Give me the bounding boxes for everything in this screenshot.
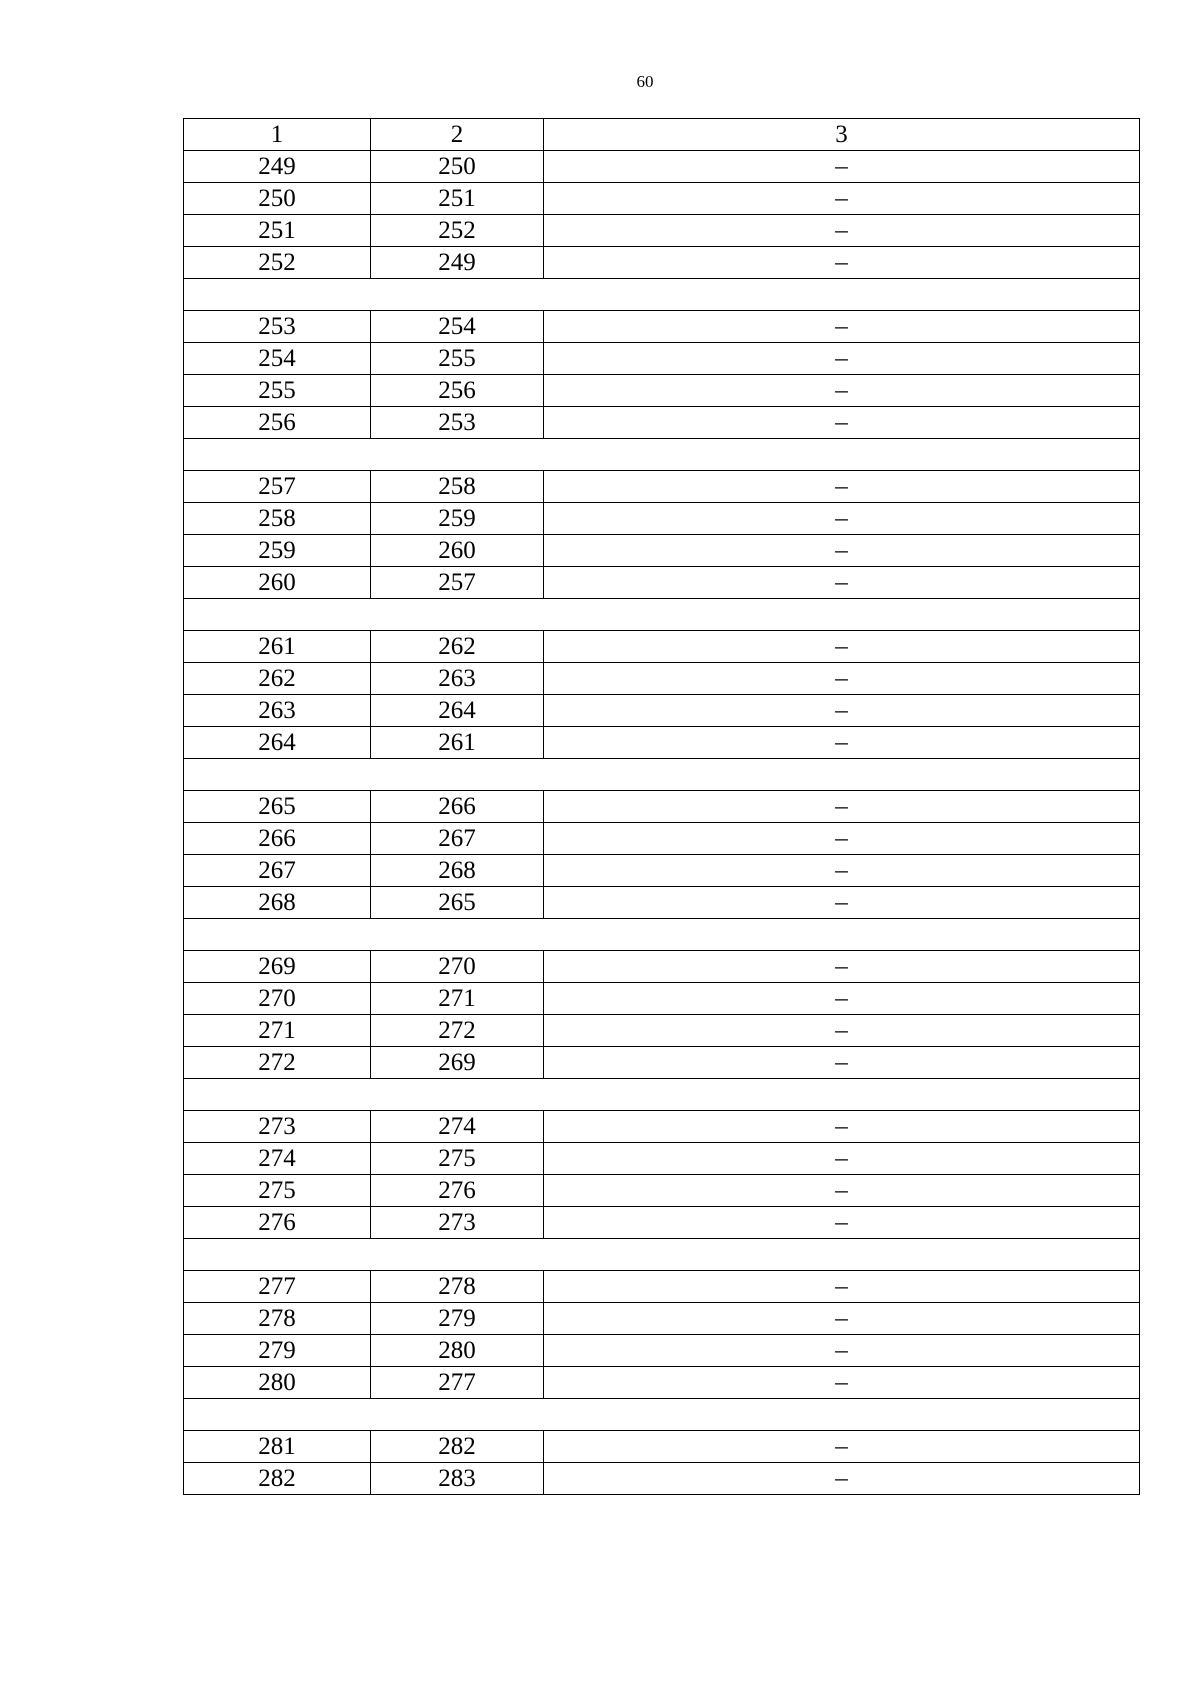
table-cell-col-3: – <box>544 1367 1140 1399</box>
group-separator-cell <box>184 1079 1140 1111</box>
table-cell-col-2: 254 <box>371 311 544 343</box>
table-cell-col-2: 263 <box>371 663 544 695</box>
table-cell-col-2: 274 <box>371 1111 544 1143</box>
table-cell-col-2: 275 <box>371 1143 544 1175</box>
table-cell-col-3: – <box>544 567 1140 599</box>
table-cell-col-3: – <box>544 855 1140 887</box>
header-cell-1: 1 <box>184 119 371 151</box>
table-row <box>184 1431 1140 1463</box>
table-row <box>184 663 1140 695</box>
group-separator-cell <box>184 919 1140 951</box>
table-cell-col-2: 269 <box>371 1047 544 1079</box>
table-cell-col-2: 261 <box>371 727 544 759</box>
table-cell-col-3: – <box>544 1047 1140 1079</box>
table-cell-col-2: 264 <box>371 695 544 727</box>
table-cell-col-1: 278 <box>184 1303 371 1335</box>
table-cell-col-3: – <box>544 1335 1140 1367</box>
table-cell-col-3: – <box>544 1431 1140 1463</box>
table-cell-col-2: 255 <box>371 343 544 375</box>
table-cell-col-1: 256 <box>184 407 371 439</box>
table-cell-col-2: 283 <box>371 1463 544 1495</box>
table-row <box>184 1175 1140 1207</box>
group-separator-cell <box>184 759 1140 791</box>
table-cell-col-2: 282 <box>371 1431 544 1463</box>
header-cell-2: 2 <box>371 119 544 151</box>
table-cell-col-3: – <box>544 151 1140 183</box>
table-cell-col-1: 281 <box>184 1431 371 1463</box>
table-cell-col-2: 277 <box>371 1367 544 1399</box>
table-row <box>184 183 1140 215</box>
group-separator-row <box>184 759 1140 791</box>
table-row <box>184 855 1140 887</box>
table-cell-col-2: 262 <box>371 631 544 663</box>
table-cell-col-3: – <box>544 311 1140 343</box>
table-cell-col-1: 257 <box>184 471 371 503</box>
table-cell-col-3: – <box>544 247 1140 279</box>
table-cell-col-3: – <box>544 631 1140 663</box>
table-cell-col-3: – <box>544 695 1140 727</box>
group-separator-row <box>184 599 1140 631</box>
table-cell-col-2: 266 <box>371 791 544 823</box>
group-separator-cell <box>184 1239 1140 1271</box>
table-row <box>184 983 1140 1015</box>
table-row <box>184 375 1140 407</box>
table-cell-col-2: 280 <box>371 1335 544 1367</box>
table-cell-col-2: 259 <box>371 503 544 535</box>
table-row <box>184 1463 1140 1495</box>
table-cell-col-1: 282 <box>184 1463 371 1495</box>
table-cell-col-1: 260 <box>184 567 371 599</box>
table-row <box>184 791 1140 823</box>
table-cell-col-3: – <box>544 471 1140 503</box>
table-cell-col-2: 252 <box>371 215 544 247</box>
table-row <box>184 1015 1140 1047</box>
table-header-row <box>184 119 1140 151</box>
table-cell-col-2: 271 <box>371 983 544 1015</box>
table-cell-col-2: 253 <box>371 407 544 439</box>
group-separator-row <box>184 439 1140 471</box>
table-cell-col-2: 265 <box>371 887 544 919</box>
table-cell-col-2: 258 <box>371 471 544 503</box>
table-cell-col-3: – <box>544 951 1140 983</box>
table-cell-col-2: 251 <box>371 183 544 215</box>
table-cell-col-3: – <box>544 1143 1140 1175</box>
table-cell-col-1: 277 <box>184 1271 371 1303</box>
table-cell-col-1: 279 <box>184 1335 371 1367</box>
table-cell-col-2: 276 <box>371 1175 544 1207</box>
table-cell-col-3: – <box>544 983 1140 1015</box>
table-row <box>184 567 1140 599</box>
table-cell-col-3: – <box>544 535 1140 567</box>
table-cell-col-1: 252 <box>184 247 371 279</box>
table-cell-col-3: – <box>544 887 1140 919</box>
table-row <box>184 471 1140 503</box>
table-cell-col-1: 276 <box>184 1207 371 1239</box>
table-cell-col-3: – <box>544 375 1140 407</box>
table-cell-col-2: 279 <box>371 1303 544 1335</box>
table-cell-col-1: 250 <box>184 183 371 215</box>
table-cell-col-3: – <box>544 215 1140 247</box>
table-row <box>184 215 1140 247</box>
table-cell-col-3: – <box>544 1207 1140 1239</box>
table-cell-col-1: 270 <box>184 983 371 1015</box>
table-row <box>184 343 1140 375</box>
table-cell-col-3: – <box>544 1303 1140 1335</box>
table-cell-col-2: 267 <box>371 823 544 855</box>
group-separator-cell <box>184 439 1140 471</box>
table-cell-col-1: 258 <box>184 503 371 535</box>
table-cell-col-3: – <box>544 1015 1140 1047</box>
table-body <box>184 119 1140 1495</box>
table-row <box>184 247 1140 279</box>
group-separator-cell <box>184 599 1140 631</box>
table-row <box>184 951 1140 983</box>
table-row <box>184 1367 1140 1399</box>
table-row <box>184 1111 1140 1143</box>
table-cell-col-1: 259 <box>184 535 371 567</box>
table-cell-col-1: 271 <box>184 1015 371 1047</box>
table-cell-col-2: 268 <box>371 855 544 887</box>
table-row <box>184 535 1140 567</box>
table-cell-col-1: 267 <box>184 855 371 887</box>
table-cell-col-3: – <box>544 663 1140 695</box>
header-cell-3: 3 <box>544 119 1140 151</box>
table-cell-col-1: 255 <box>184 375 371 407</box>
table-row <box>184 1335 1140 1367</box>
table-cell-col-3: – <box>544 343 1140 375</box>
table-cell-col-1: 249 <box>184 151 371 183</box>
table-cell-col-2: 249 <box>371 247 544 279</box>
table-row <box>184 311 1140 343</box>
table-row <box>184 503 1140 535</box>
table-cell-col-3: – <box>544 407 1140 439</box>
table-cell-col-2: 257 <box>371 567 544 599</box>
table-cell-col-1: 262 <box>184 663 371 695</box>
table-cell-col-3: – <box>544 1271 1140 1303</box>
table-cell-col-1: 253 <box>184 311 371 343</box>
table-cell-col-3: – <box>544 823 1140 855</box>
group-separator-row <box>184 1239 1140 1271</box>
table-cell-col-1: 254 <box>184 343 371 375</box>
table-row <box>184 407 1140 439</box>
table-row <box>184 727 1140 759</box>
page-number: 60 <box>636 72 654 91</box>
table-row <box>184 631 1140 663</box>
group-separator-cell <box>184 1399 1140 1431</box>
table-cell-col-1: 268 <box>184 887 371 919</box>
table-cell-col-1: 266 <box>184 823 371 855</box>
table-row <box>184 1143 1140 1175</box>
group-separator-row <box>184 919 1140 951</box>
table-cell-col-1: 273 <box>184 1111 371 1143</box>
table-cell-col-3: – <box>544 727 1140 759</box>
table-cell-col-1: 269 <box>184 951 371 983</box>
table-cell-col-2: 260 <box>371 535 544 567</box>
table-row <box>184 1271 1140 1303</box>
table-cell-col-3: – <box>544 183 1140 215</box>
group-separator-row <box>184 1079 1140 1111</box>
table-cell-col-1: 263 <box>184 695 371 727</box>
table-cell-col-2: 250 <box>371 151 544 183</box>
table-cell-col-2: 270 <box>371 951 544 983</box>
table-row <box>184 695 1140 727</box>
group-separator-row <box>184 1399 1140 1431</box>
table-cell-col-1: 265 <box>184 791 371 823</box>
table-cell-col-2: 273 <box>371 1207 544 1239</box>
table-cell-col-1: 280 <box>184 1367 371 1399</box>
table-cell-col-3: – <box>544 503 1140 535</box>
table-row <box>184 1047 1140 1079</box>
table-cell-col-2: 272 <box>371 1015 544 1047</box>
table-cell-col-2: 256 <box>371 375 544 407</box>
table-cell-col-1: 251 <box>184 215 371 247</box>
table-row <box>184 887 1140 919</box>
table-row <box>184 1303 1140 1335</box>
table-cell-col-1: 275 <box>184 1175 371 1207</box>
table-cell-col-3: – <box>544 1463 1140 1495</box>
table-cell-col-3: – <box>544 791 1140 823</box>
table-cell-col-3: – <box>544 1175 1140 1207</box>
table-row <box>184 151 1140 183</box>
table-cell-col-1: 272 <box>184 1047 371 1079</box>
table-cell-col-1: 274 <box>184 1143 371 1175</box>
data-table <box>183 118 1140 1495</box>
table-row <box>184 1207 1140 1239</box>
table-cell-col-3: – <box>544 1111 1140 1143</box>
group-separator-cell <box>184 279 1140 311</box>
table-cell-col-1: 261 <box>184 631 371 663</box>
table-row <box>184 823 1140 855</box>
table-cell-col-2: 278 <box>371 1271 544 1303</box>
table-cell-col-1: 264 <box>184 727 371 759</box>
group-separator-row <box>184 279 1140 311</box>
